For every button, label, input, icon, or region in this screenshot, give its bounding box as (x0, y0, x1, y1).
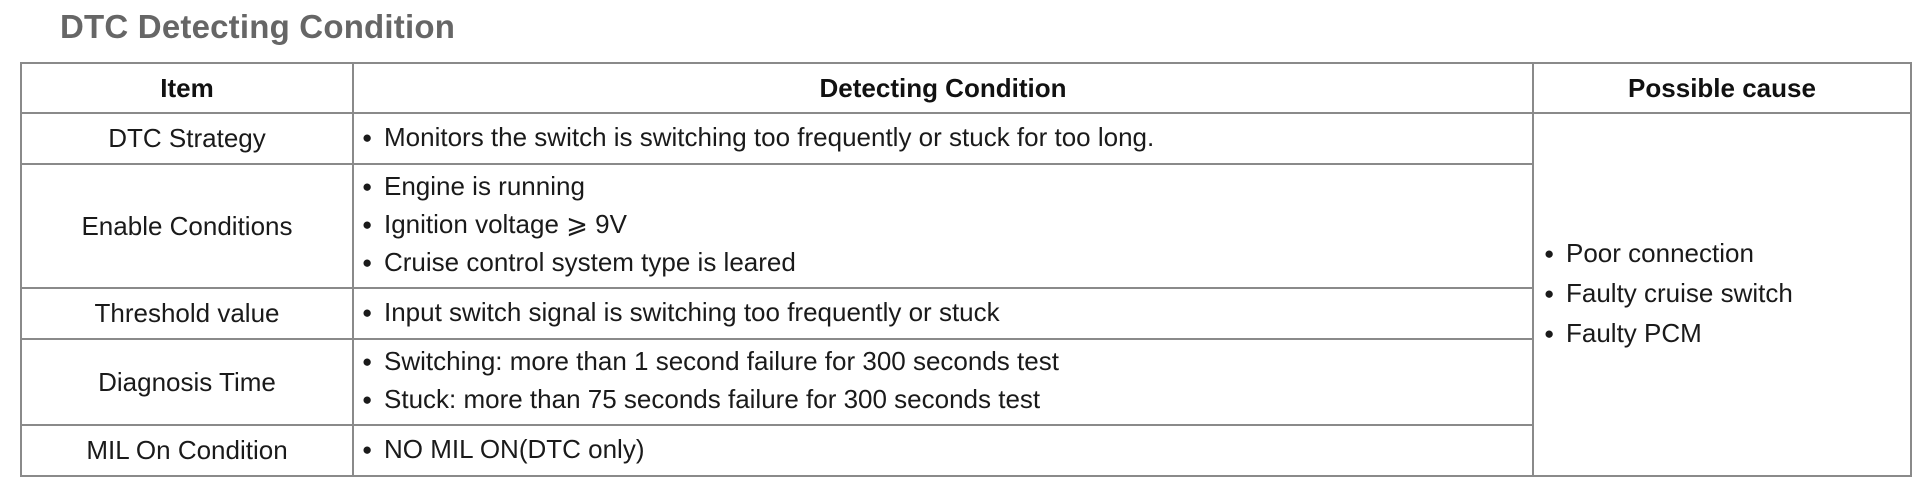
cause-bullet: ● Poor connection (1544, 235, 1900, 275)
row-item-dtc-strategy: DTC Strategy (21, 113, 353, 164)
row-conditions-threshold-value (353, 288, 1533, 339)
row-conditions-diagnosis-time (353, 339, 1533, 425)
row-conditions-enable-conditions (353, 164, 1533, 288)
cause-bullet: ● Faulty PCM (1544, 315, 1900, 355)
page-title: DTC Detecting Condition (60, 8, 456, 45)
row-item-threshold-value: Threshold value (21, 288, 353, 339)
table-row (21, 113, 1911, 164)
cause-bullet: ● Faulty cruise switch (1544, 275, 1900, 315)
header-possible-cause: Possible cause (1533, 63, 1911, 113)
row-item-enable-conditions: Enable Conditions (21, 164, 353, 288)
row-item-mil-on-condition: MIL On Condition (21, 425, 353, 476)
row-conditions-dtc-strategy (353, 113, 1533, 164)
condition-bullet: ● NO MIL ON(DTC only) (362, 432, 1524, 470)
condition-bullet: ● Ignition voltage ⩾ 9V (362, 207, 1524, 245)
dtc-condition-table (20, 62, 1912, 477)
header-item: Item (21, 63, 353, 113)
row-item-diagnosis-time: Diagnosis Time (21, 339, 353, 425)
header-detecting-condition: Detecting Condition (353, 63, 1533, 113)
condition-bullet: ● Engine is running (362, 169, 1524, 207)
condition-bullet: ● Switching: more than 1 second failure for 300 seconds test (362, 344, 1524, 382)
table-header-row (21, 63, 1911, 113)
condition-bullet: ● Input switch signal is switching too frequently or stuck (362, 295, 1524, 333)
possible-cause-cell (1533, 113, 1911, 476)
row-conditions-mil-on-condition (353, 425, 1533, 476)
condition-bullet: ● Monitors the switch is switching too frequently or stuck for too long. (362, 120, 1524, 158)
condition-bullet: ● Cruise control system type is leared (362, 245, 1524, 283)
condition-bullet: ● Stuck: more than 75 seconds failure for 300 seconds test (362, 382, 1524, 420)
